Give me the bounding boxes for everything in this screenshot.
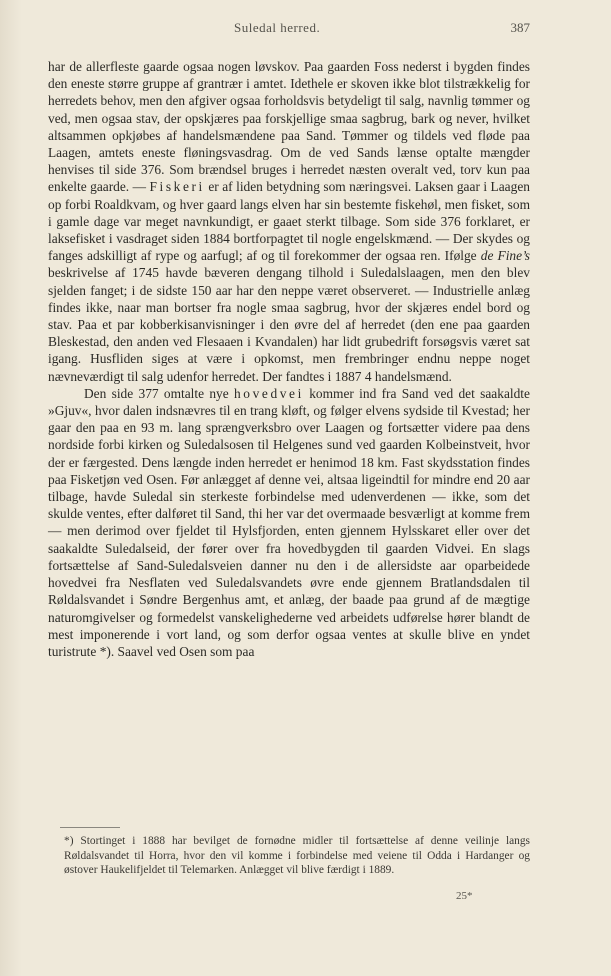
paragraph-1-part-b: er af liden betydning som næringsvei. Laksen gaar i Laagen op forbi Roaldkvam, og hver gaard langs elven har sin bestemte fiskehøl, men fisket, som i gamle dage var meget navnkundigt, er gaaet sterkt tilbage. Som side 376 forklaret, er laksefisket i vasdraget siden 1884 bortforpagtet til nogle engelskmænd. — Der skydes og fanges adskilligt af rype og aarfugl; af og til forekommer der ogsaa ren. Ifølge [48,179,530,264]
de-fines-reference: de Fine’s [480,248,530,264]
footnote-rule [60,827,120,828]
paragraph-1-part-a: har de allerfleste gaarde ogsaa nogen løvskov. Paa gaarden Foss nederst i bygden findes den eneste større gruppe af grantrær i amtet. Idethele er skoven ikke blot tilstrækkelig for herredets behov, men den afgiver ogsaa forholdsvis betydeligt til salg, navnlig tømmer og ved, men ogsaa stav, der opskjæres paa forskjellige smaa sagbrug, bark og never, hvilket altsammen opkjøbes af handelsmændene paa Sand. Tømmer og tildels ved fløde paa Laagen, amtets eneste fløningsvasdrag. Om de ved Sands lænse optalte mængder henvises til side 376. Som brændsel bruges i herredet næsten overalt ved, torv kun paa enkelte gaarde. — [48,59,530,195]
paragraph-1-part-c: beskrivelse af 1745 havde bæveren dengang tilhold i Suledalslaagen, men den blev sjelden fanget; i de sidste 150 aar har den neppe været observeret. — Industrielle anlæg findes ikke, naar man bortser fra nogle smaa sagbrug, hvor der skjæres endel bord og stav. Paa et par kobberkisanvisninger i den øvre del af herredet (den ene paa gaarden Bleskestad, den anden ved Flesaaen i Kvandalen) har lidt grubedrift forsøgsvis været sat igang. Husfliden siges at være i opkomst, men frembringer endnu neppe noget nævneværdigt til salg udenfor herredet. Der fandtes i 1887 4 handelsmænd. [48,265,530,384]
paragraph-2-part-b: kommer ind fra Sand ved det saakaldte »Gjuv«, hvor dalen indsnævres til en trang kløft, og følger elvens sydside til Kvestad; her gaar den paa en 93 m. lang sprængverksbro over Laagen og fortsætter videre paa dens nordside forbi kirken og Suledalsosen til Helgenes sund ved gaarden Kolbeinstveit, hvor der er færgested. Dens længde inden herredet er henimod 18 km. Fast skydsstation findes paa Fisketjøn ved Osen. Før anlægget af denne vei, altsaa ligeindtil for mindre end 20 aar tilbage, havde Suledal sin sterkeste forbindelse med udenverdenen — ikke, som det skulde ventes, efter dalføret til Sand, thi her var det overmaade besværligt at komme frem — men derimod over fjeldet til Hylsfjorden, enten gjennem Hylsskaret eller over det saakaldte Suledalseid, der fører over fra hovedbygden til gaarden Vidvei. En slags fortsættelse af Sand-Suledalsveien danner nu den i de allersidste aar oparbeidede hovedvei fra Nesflaten ved Suledalsvandets øvre ende gjennem Bratlandsdalen til Røldalsvandet i Søndre Bergenhus amt, et anlæg, der baade paa grund af de mægtige naturomgivelser og formedelst vanskelighederne ved arbeidets udførelse hører blandt de mest imponerende i vort land, og som derfor ogsaa ventes at skulle blive en yndet turistrute *). Saavel ved Osen som paa [48,385,530,659]
paragraph-2 [48,385,530,660]
footnote-text: *) Stortinget i 1888 har bevilget de fornødne midler til fortsættelse af denne veilinje langs Røldalsvandet til Horra, hvor den vil komme i forbindelse med veiene til Odda i Hardanger og østover Haukelifjeldet til Telemarken. Anlægget vil blive færdigt i 1889. [64,835,530,877]
paragraph-2-part-a: Den side 377 omtalte nye [84,385,229,401]
page-number: 387 [510,20,530,35]
body-text [48,58,530,660]
page-header [48,20,530,40]
paragraph-1 [48,58,530,385]
hovedvei-spaced-term: hovedvei [234,385,304,401]
signature-mark: 25* [456,890,473,902]
fiskeri-spaced-term: Fiskeri [149,179,205,195]
footnote [64,834,530,878]
running-title: Suledal herred. [234,20,321,35]
